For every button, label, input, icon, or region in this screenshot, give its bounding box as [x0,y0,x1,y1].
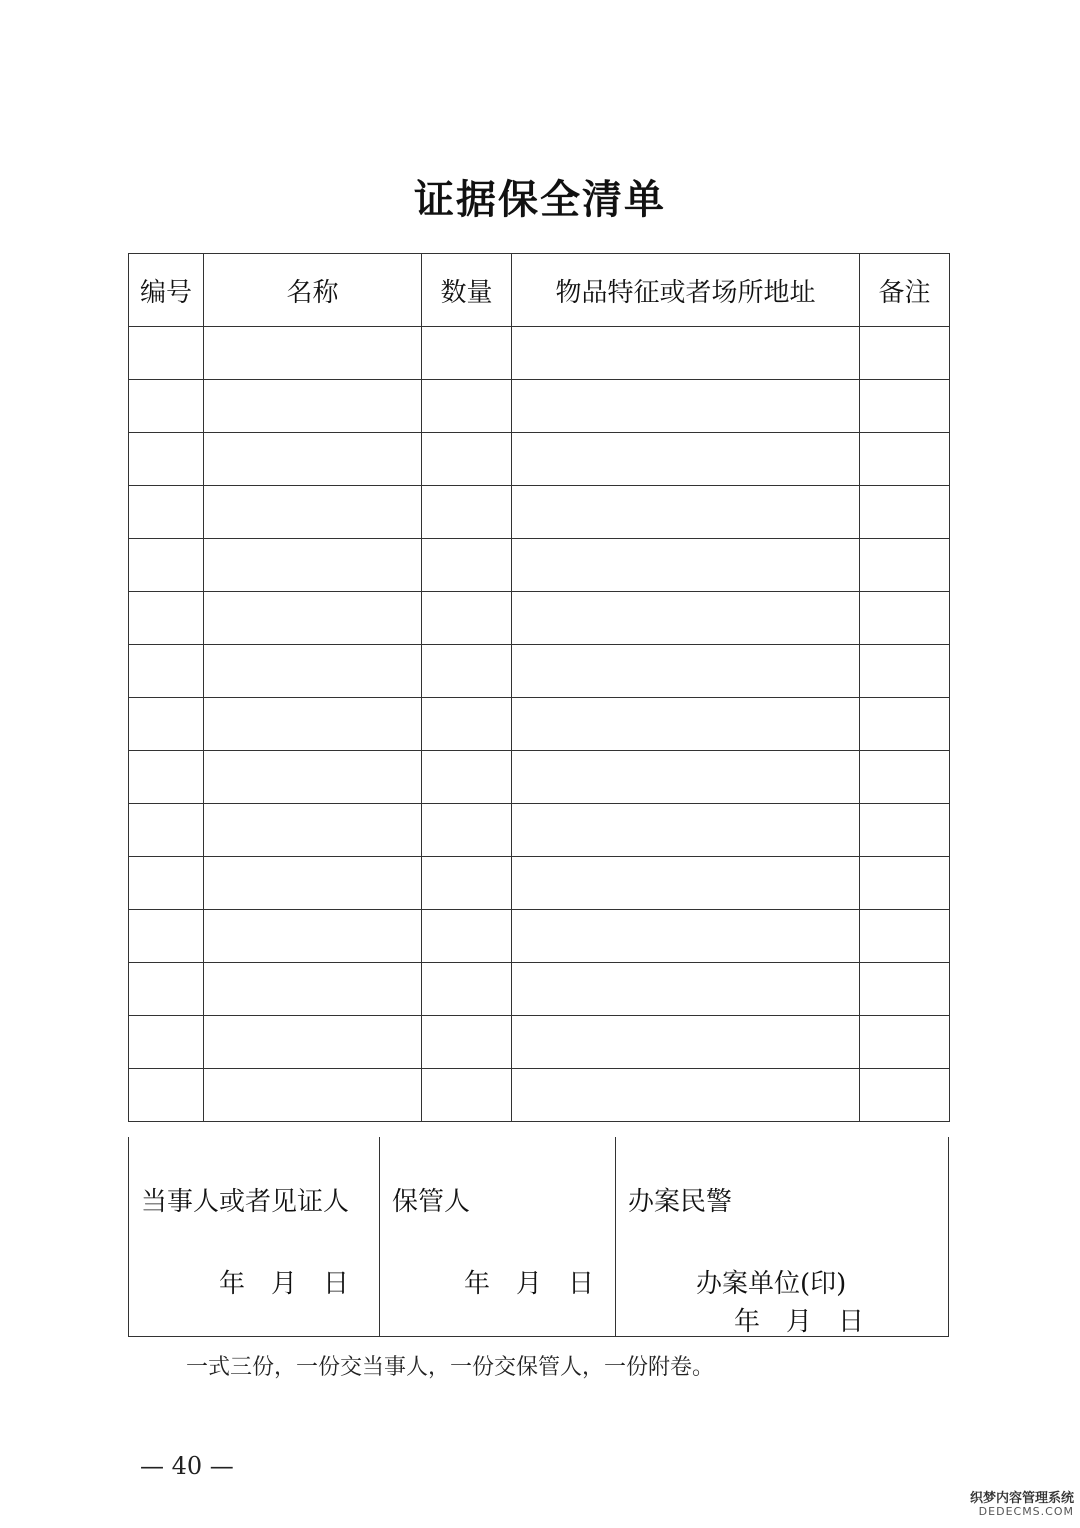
table-cell [512,433,860,486]
table-cell [860,1069,950,1122]
table-cell [512,910,860,963]
table-cell [129,804,204,857]
table-header-row [129,254,950,327]
table-cell [860,486,950,539]
date-day-label: 日 [323,1269,350,1299]
custodian-date [464,1263,594,1300]
table-cell [422,592,512,645]
table-cell [860,1016,950,1069]
table-cell [204,592,422,645]
officer-signature-cell [615,1137,948,1336]
table-row [129,327,950,380]
table-row [129,910,950,963]
watermark-line-2: DEDECMS.COM [978,1505,1074,1519]
evidence-table [128,253,950,1122]
table-cell [860,804,950,857]
table-row [129,698,950,751]
table-cell [129,751,204,804]
site-watermark [970,1492,1074,1518]
date-year-label: 年 [464,1269,491,1299]
table-cell [860,857,950,910]
table-cell [204,433,422,486]
table-cell [860,698,950,751]
table-row [129,486,950,539]
table-cell [860,963,950,1016]
table-cell [512,486,860,539]
table-cell [129,698,204,751]
table-cell [422,539,512,592]
table-cell [204,698,422,751]
table-cell [129,433,204,486]
party-role-label: 当事人或者见证人 [141,1187,350,1217]
table-cell [860,751,950,804]
table-cell [204,327,422,380]
header-features-or-address: 物品特征或者场所地址 [512,254,860,327]
table-cell [204,751,422,804]
table-cell [422,1069,512,1122]
table-cell [512,857,860,910]
table-cell [512,1016,860,1069]
table-cell [512,963,860,1016]
custodian-signature-cell [379,1137,615,1336]
date-year-label: 年 [219,1269,246,1299]
table-cell [204,804,422,857]
table-cell [129,539,204,592]
header-remarks: 备注 [860,254,950,327]
table-cell [422,857,512,910]
officer-unit-seal-label: 办案单位(印) [696,1269,847,1299]
table-row [129,804,950,857]
table-row [129,751,950,804]
table-cell [204,963,422,1016]
page-title: 证据保全清单 [414,176,666,223]
table-cell [860,433,950,486]
table-cell [204,380,422,433]
table-cell [422,380,512,433]
table-cell [860,592,950,645]
table-cell [422,910,512,963]
page-number: — 40 — [140,1452,234,1480]
table-cell [204,857,422,910]
date-month-label: 月 [516,1269,543,1299]
table-row [129,963,950,1016]
table-cell [204,645,422,698]
table-cell [512,539,860,592]
table-cell [129,857,204,910]
table-cell [129,486,204,539]
table-cell [512,698,860,751]
table-cell [860,910,950,963]
date-year-label: 年 [734,1307,761,1337]
table-row [129,592,950,645]
table-cell [422,1016,512,1069]
table-cell [204,1069,422,1122]
table-cell [129,645,204,698]
table-cell [512,380,860,433]
header-quantity: 数量 [422,254,512,327]
table-row [129,645,950,698]
table-cell [422,327,512,380]
table-cell [129,1069,204,1122]
table-cell [129,910,204,963]
officer-role-label: 办案民警 [628,1187,733,1217]
table-cell [512,327,860,380]
table-cell [129,963,204,1016]
date-month-label: 月 [786,1307,813,1337]
table-cell [512,751,860,804]
table-cell [422,645,512,698]
table-cell [860,645,950,698]
date-day-label: 日 [838,1307,865,1337]
table-cell [512,592,860,645]
table-row [129,857,950,910]
signature-section [128,1137,949,1337]
header-name: 名称 [204,254,422,327]
table-cell [422,963,512,1016]
table-cell [512,645,860,698]
table-cell [422,804,512,857]
date-month-label: 月 [271,1269,298,1299]
table-cell [512,1069,860,1122]
table-cell [204,910,422,963]
table-cell [422,698,512,751]
table-cell [422,433,512,486]
table-row [129,539,950,592]
header-number: 编号 [129,254,204,327]
custodian-role-label: 保管人 [392,1187,471,1217]
table-row [129,1069,950,1122]
table-cell [860,539,950,592]
table-cell [204,486,422,539]
table-cell [204,1016,422,1069]
copies-note: 一式三份，一份交当事人，一份交保管人，一份附卷。 [186,1355,715,1380]
table-cell [129,592,204,645]
table-cell [512,804,860,857]
table-row [129,380,950,433]
table-row [129,433,950,486]
table-cell [422,751,512,804]
table-cell [129,1016,204,1069]
table-cell [129,380,204,433]
table-cell [129,327,204,380]
date-day-label: 日 [568,1269,595,1299]
table-cell [204,539,422,592]
watermark-line-1: 织梦内容管理系统 [970,1491,1075,1506]
table-cell [422,486,512,539]
party-date [219,1263,349,1300]
table-cell [860,380,950,433]
party-signature-cell [129,1137,379,1336]
table-row [129,1016,950,1069]
table-cell [860,327,950,380]
officer-date [734,1301,864,1338]
